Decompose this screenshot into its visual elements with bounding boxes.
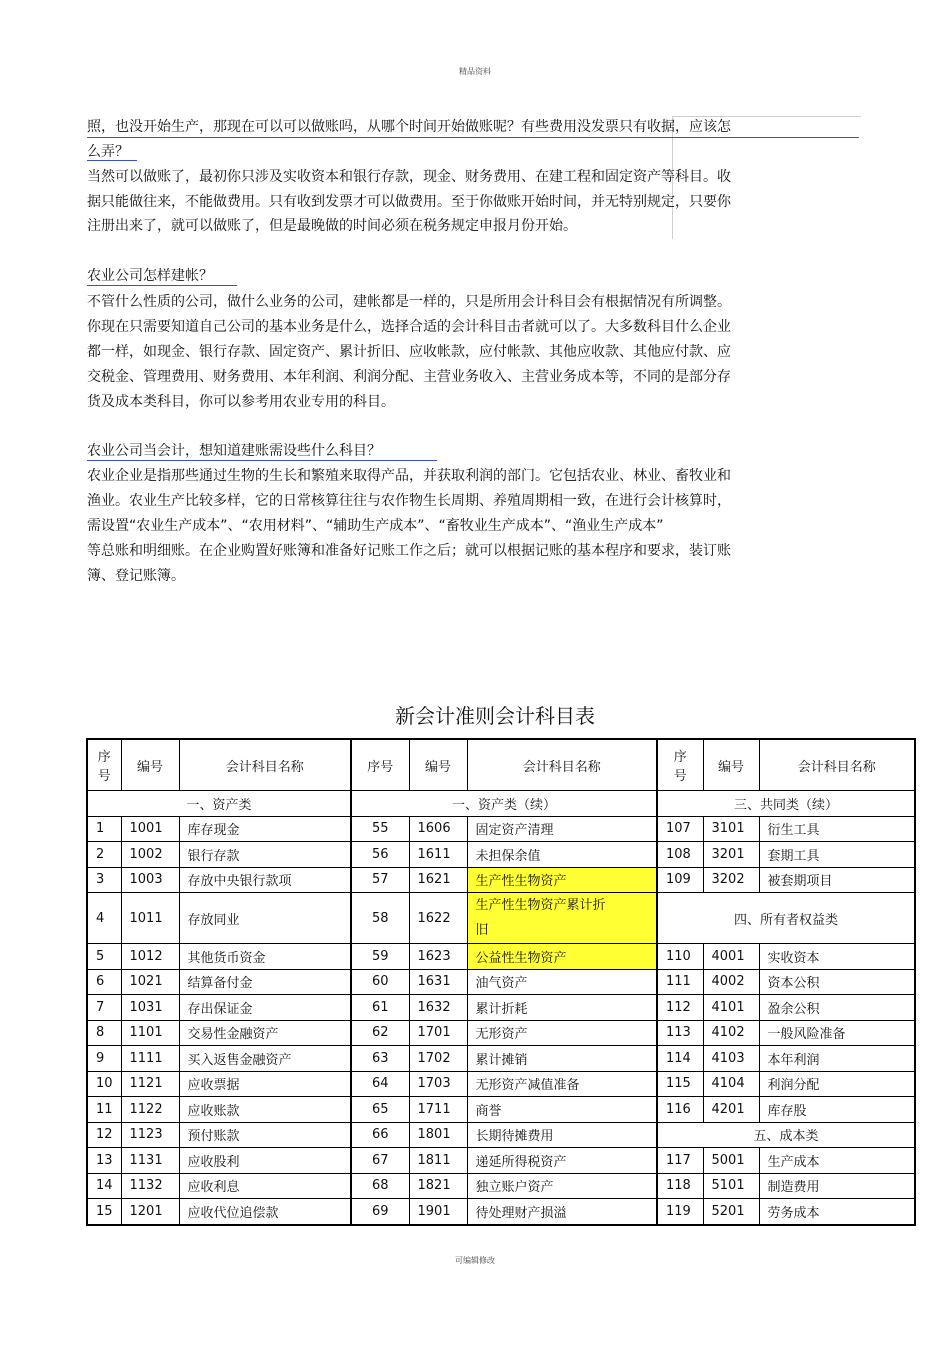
cell-name: 劳务成本 bbox=[759, 1199, 915, 1225]
cell-code: 1622 bbox=[409, 893, 467, 944]
cell-name: 无形资产减值准备 bbox=[467, 1071, 657, 1097]
header-code: 编号 bbox=[703, 739, 759, 791]
answer-1-line-3: 注册出来了，就可以做账了，但是最晚做的时间必须在税务规定申报月份开始。 bbox=[87, 218, 577, 234]
table-title: 新会计准则会计科目表 bbox=[395, 704, 595, 728]
table-header-row bbox=[87, 739, 915, 791]
cell-code: 1901 bbox=[409, 1199, 467, 1225]
accounts-table bbox=[86, 738, 916, 1226]
cell-code: 5001 bbox=[703, 1148, 759, 1174]
cell-seq: 2 bbox=[87, 842, 121, 868]
cell-name: 买入返售金融资产 bbox=[179, 1046, 351, 1072]
cell-name: 存出保证金 bbox=[179, 995, 351, 1021]
answer-2-line-5: 货及成本类科目，你可以参考用农业专用的科目。 bbox=[87, 394, 395, 410]
cell-name: 衍生工具 bbox=[759, 816, 915, 842]
cell-name: 固定资产清理 bbox=[467, 816, 657, 842]
cell-code: 1001 bbox=[121, 816, 179, 842]
cell-code: 4103 bbox=[703, 1046, 759, 1072]
cell-name: 应收账款 bbox=[179, 1097, 351, 1123]
cell-seq: 68 bbox=[351, 1173, 409, 1199]
cell-seq: 66 bbox=[351, 1122, 409, 1148]
question-1-line-1: 照，也没开始生产，那现在可以可以做账吗，从哪个时间开始做账呢？有些费用没发票只有收据，应该怎 bbox=[87, 119, 731, 135]
section-label: 三、共同类（续） bbox=[657, 791, 915, 817]
cell-name: 被套期项目 bbox=[759, 867, 915, 893]
cell-seq: 65 bbox=[351, 1097, 409, 1123]
header-name: 会计科目名称 bbox=[179, 739, 351, 791]
cell-name: 一般风险准备 bbox=[759, 1020, 915, 1046]
cell-code: 5201 bbox=[703, 1199, 759, 1225]
header-seq: 序 号 bbox=[87, 739, 121, 791]
cell-code: 4002 bbox=[703, 969, 759, 995]
cell-name: 独立账户资产 bbox=[467, 1173, 657, 1199]
header-code: 编号 bbox=[409, 739, 467, 791]
cell-name: 存放中央银行款项 bbox=[179, 867, 351, 893]
cell-code: 1631 bbox=[409, 969, 467, 995]
cell-name: 累计摊销 bbox=[467, 1046, 657, 1072]
table-row bbox=[87, 842, 915, 868]
header-name: 会计科目名称 bbox=[759, 739, 915, 791]
cell-seq: 113 bbox=[657, 1020, 703, 1046]
answer-3-line-5: 簿、登记账簿。 bbox=[87, 568, 185, 584]
answer-1-line-1: 当然可以做账了，最初你只涉及实收资本和银行存款，现金、财务费用、在建工程和固定资产等科目。收 bbox=[87, 169, 731, 185]
cell-seq: 5 bbox=[87, 944, 121, 970]
cell-seq: 112 bbox=[657, 995, 703, 1021]
table-row bbox=[87, 969, 915, 995]
cell-code: 1801 bbox=[409, 1122, 467, 1148]
cell-code: 4101 bbox=[703, 995, 759, 1021]
header-name: 会计科目名称 bbox=[467, 739, 657, 791]
page-footer: 可编辑修改 bbox=[455, 1256, 495, 1265]
cell-seq: 59 bbox=[351, 944, 409, 970]
answer-2-line-4: 交税金、管理费用、财务费用、本年利润、利润分配、主营业务收入、主营业务成本等，不同的是部分存 bbox=[87, 369, 731, 385]
cell-seq: 108 bbox=[657, 842, 703, 868]
cell-name-highlighted: 生产性生物资产 bbox=[467, 867, 657, 893]
cell-name: 本年利润 bbox=[759, 1046, 915, 1072]
cell-name: 应收利息 bbox=[179, 1173, 351, 1199]
cell-name: 存放同业 bbox=[179, 893, 351, 944]
cell-seq: 11 bbox=[87, 1097, 121, 1123]
table-row bbox=[87, 893, 915, 944]
cell-name: 待处理财产损溢 bbox=[467, 1199, 657, 1225]
cell-seq: 107 bbox=[657, 816, 703, 842]
cell-name: 库存现金 bbox=[179, 816, 351, 842]
cell-code: 1031 bbox=[121, 995, 179, 1021]
cell-code: 3101 bbox=[703, 816, 759, 842]
cell-seq: 9 bbox=[87, 1046, 121, 1072]
cell-seq: 15 bbox=[87, 1199, 121, 1225]
answer-1-line-2: 据只能做往来，不能做费用。只有收到发票才可以做费用。至于你做账开始时间，并无特别规定，只要你 bbox=[87, 194, 731, 210]
table-row bbox=[87, 1046, 915, 1072]
cell-name: 其他货币资金 bbox=[179, 944, 351, 970]
cell-code: 1201 bbox=[121, 1199, 179, 1225]
question-underline bbox=[87, 137, 859, 138]
cell-seq: 118 bbox=[657, 1173, 703, 1199]
cell-code: 1132 bbox=[121, 1173, 179, 1199]
cell-seq: 109 bbox=[657, 867, 703, 893]
section-label: 四、所有者权益类 bbox=[657, 893, 915, 944]
cell-seq: 7 bbox=[87, 995, 121, 1021]
cell-code: 1621 bbox=[409, 867, 467, 893]
cell-seq: 62 bbox=[351, 1020, 409, 1046]
cell-code: 4001 bbox=[703, 944, 759, 970]
cell-name: 无形资产 bbox=[467, 1020, 657, 1046]
cell-seq: 12 bbox=[87, 1122, 121, 1148]
cell-name: 累计折耗 bbox=[467, 995, 657, 1021]
cell-seq: 111 bbox=[657, 969, 703, 995]
cell-seq: 6 bbox=[87, 969, 121, 995]
cell-seq: 60 bbox=[351, 969, 409, 995]
cell-code: 1703 bbox=[409, 1071, 467, 1097]
cell-seq: 69 bbox=[351, 1199, 409, 1225]
cell-code: 1011 bbox=[121, 893, 179, 944]
cell-code: 1811 bbox=[409, 1148, 467, 1174]
cell-seq: 10 bbox=[87, 1071, 121, 1097]
cell-name: 应收代位追偿款 bbox=[179, 1199, 351, 1225]
cell-code: 1002 bbox=[121, 842, 179, 868]
cell-name: 银行存款 bbox=[179, 842, 351, 868]
cell-seq: 116 bbox=[657, 1097, 703, 1123]
answer-2-line-3: 都一样，如现金、银行存款、固定资产、累计折旧、应收帐款，应付帐款、其他应收款、其他应付款、应 bbox=[87, 344, 731, 360]
question-2: 农业公司怎样建帐？ bbox=[87, 268, 213, 284]
cell-name: 套期工具 bbox=[759, 842, 915, 868]
answer-3-line-2: 渔业。农业生产比较多样，它的日常核算往往与农作物生长周期、养殖周期相一致，在进行会计核算时， bbox=[87, 493, 731, 509]
answer-3-line-4: 等总账和明细账。在企业购置好账簿和准备好记账工作之后；就可以根据记账的基本程序和要求，装订账 bbox=[87, 543, 731, 559]
cell-code: 1606 bbox=[409, 816, 467, 842]
cell-code: 4102 bbox=[703, 1020, 759, 1046]
section-label: 一、资产类（续） bbox=[351, 791, 657, 817]
cell-code: 1021 bbox=[121, 969, 179, 995]
cell-code: 1111 bbox=[121, 1046, 179, 1072]
cell-name: 未担保余值 bbox=[467, 842, 657, 868]
cell-name: 结算备付金 bbox=[179, 969, 351, 995]
cell-code: 3201 bbox=[703, 842, 759, 868]
cell-seq: 1 bbox=[87, 816, 121, 842]
table-row bbox=[87, 1020, 915, 1046]
cell-code: 1121 bbox=[121, 1071, 179, 1097]
cell-name: 商誉 bbox=[467, 1097, 657, 1123]
cell-seq: 119 bbox=[657, 1199, 703, 1225]
cell-seq: 63 bbox=[351, 1046, 409, 1072]
cell-code: 1122 bbox=[121, 1097, 179, 1123]
question-1-line-2: 么弄？ bbox=[87, 144, 129, 160]
cell-name: 库存股 bbox=[759, 1097, 915, 1123]
cell-code: 4104 bbox=[703, 1071, 759, 1097]
table-row bbox=[87, 944, 915, 970]
cell-code: 1131 bbox=[121, 1148, 179, 1174]
cell-seq: 64 bbox=[351, 1071, 409, 1097]
cell-name: 预付账款 bbox=[179, 1122, 351, 1148]
cell-name: 递延所得税资产 bbox=[467, 1148, 657, 1174]
cell-seq: 8 bbox=[87, 1020, 121, 1046]
cell-code: 5101 bbox=[703, 1173, 759, 1199]
header-seq: 序 号 bbox=[657, 739, 703, 791]
cell-code: 1701 bbox=[409, 1020, 467, 1046]
answer-2-line-1: 不管什么性质的公司，做什么业务的公司，建帐都是一样的，只是所用会计科目会有根据情况有所调整。 bbox=[87, 294, 731, 310]
question-3: 农业公司当会计，想知道建账需设些什么科目？ bbox=[87, 443, 381, 459]
table-row bbox=[87, 816, 915, 842]
cell-seq: 58 bbox=[351, 893, 409, 944]
table-row bbox=[87, 1199, 915, 1225]
cell-seq: 61 bbox=[351, 995, 409, 1021]
cell-name: 制造费用 bbox=[759, 1173, 915, 1199]
cell-code: 1611 bbox=[409, 842, 467, 868]
cell-name: 交易性金融资产 bbox=[179, 1020, 351, 1046]
cell-code: 1702 bbox=[409, 1046, 467, 1072]
cell-seq: 3 bbox=[87, 867, 121, 893]
cell-seq: 110 bbox=[657, 944, 703, 970]
header-code: 编号 bbox=[121, 739, 179, 791]
cell-seq: 67 bbox=[351, 1148, 409, 1174]
cell-code: 1711 bbox=[409, 1097, 467, 1123]
cell-name: 油气资产 bbox=[467, 969, 657, 995]
answer-2-line-2: 你现在只需要知道自己公司的基本业务是什么，选择合适的会计科目击者就可以了。大多数科目什么企业 bbox=[87, 319, 731, 335]
cell-code: 1632 bbox=[409, 995, 467, 1021]
table-row bbox=[87, 1148, 915, 1174]
cell-name: 盈余公积 bbox=[759, 995, 915, 1021]
cell-name: 生产成本 bbox=[759, 1148, 915, 1174]
table-row bbox=[87, 867, 915, 893]
cell-code: 1123 bbox=[121, 1122, 179, 1148]
cell-seq: 57 bbox=[351, 867, 409, 893]
answer-3-line-1: 农业企业是指那些通过生物的生长和繁殖来取得产品，并获取利润的部门。它包括农业、林业、畜牧业和 bbox=[87, 468, 731, 484]
table-row bbox=[87, 1173, 915, 1199]
cell-code: 3202 bbox=[703, 867, 759, 893]
cell-seq: 117 bbox=[657, 1148, 703, 1174]
cell-name-highlighted: 公益性生物资产 bbox=[467, 944, 657, 970]
table-row bbox=[87, 1071, 915, 1097]
cell-seq: 4 bbox=[87, 893, 121, 944]
cell-name: 资本公积 bbox=[759, 969, 915, 995]
cell-seq: 13 bbox=[87, 1148, 121, 1174]
cell-code: 1821 bbox=[409, 1173, 467, 1199]
table-row bbox=[87, 1122, 915, 1148]
cell-seq: 14 bbox=[87, 1173, 121, 1199]
cell-code: 1012 bbox=[121, 944, 179, 970]
cell-seq: 115 bbox=[657, 1071, 703, 1097]
cell-name: 实收资本 bbox=[759, 944, 915, 970]
section-label: 一、资产类 bbox=[87, 791, 351, 817]
section-label: 五、成本类 bbox=[657, 1122, 915, 1148]
answer-3-line-3: 需设置“农业生产成本”、“农用材料”、“辅助生产成本”、“畜牧业生产成本”、“渔业生产成本” bbox=[87, 518, 664, 534]
cell-name-highlighted: 生产性生物资产累计折 旧 bbox=[467, 893, 657, 944]
section-row bbox=[87, 791, 915, 817]
cell-code: 1101 bbox=[121, 1020, 179, 1046]
cell-seq: 114 bbox=[657, 1046, 703, 1072]
cell-code: 4201 bbox=[703, 1097, 759, 1123]
cell-name: 利润分配 bbox=[759, 1071, 915, 1097]
table-row bbox=[87, 1097, 915, 1123]
cell-seq: 55 bbox=[351, 816, 409, 842]
page-header: 精品资料 bbox=[459, 67, 491, 76]
cell-code: 1623 bbox=[409, 944, 467, 970]
table-row bbox=[87, 995, 915, 1021]
cell-code: 1003 bbox=[121, 867, 179, 893]
cell-seq: 56 bbox=[351, 842, 409, 868]
cell-name: 应收股利 bbox=[179, 1148, 351, 1174]
header-seq: 序号 bbox=[351, 739, 409, 791]
cell-name: 应收票据 bbox=[179, 1071, 351, 1097]
cell-name: 长期待摊费用 bbox=[467, 1122, 657, 1148]
